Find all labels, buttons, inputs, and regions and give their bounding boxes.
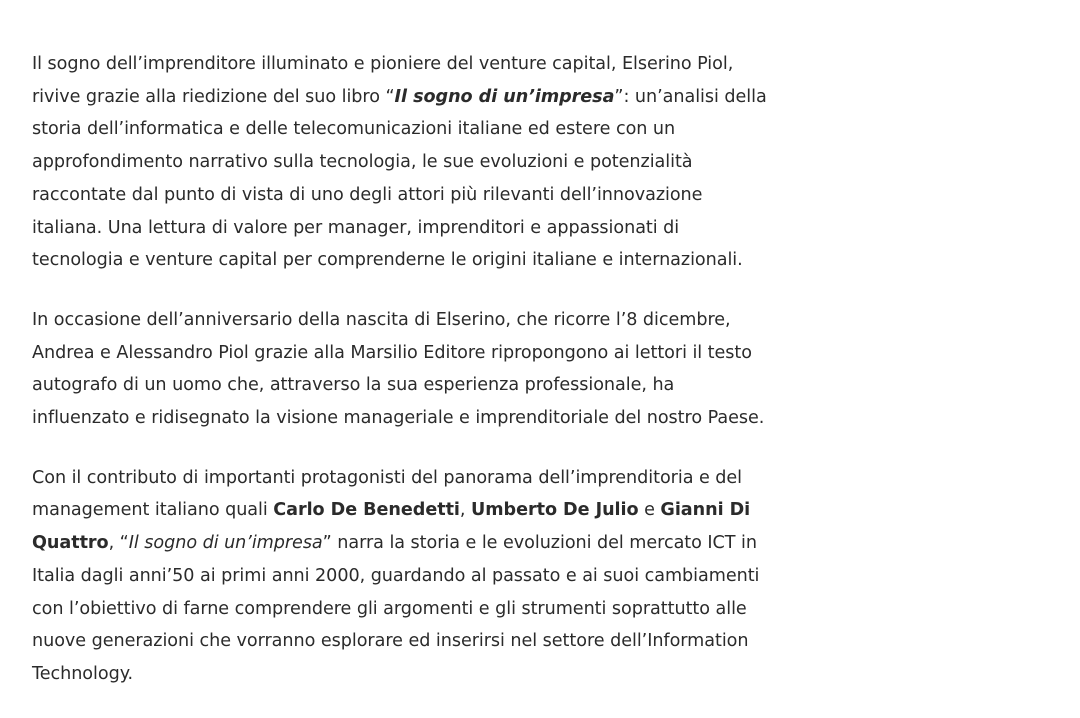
contributor-name-3: Gianni Di Quattro xyxy=(32,500,751,554)
contributor-name-1: Carlo De Benedetti xyxy=(273,500,460,521)
book-title-italic: Il sogno di un’impresa xyxy=(128,533,323,554)
book-title-text: Il sogno di un’impresa xyxy=(394,86,615,107)
separator-comma: , xyxy=(459,500,472,521)
paragraph-anniversary: In occasione dell’anniversario della nascita di Elserino, che ricorre l’8 dicembre, Andrea e Alessandro Piol grazie alla Marsilio Editore ripropongono ai lettori il testo autografo di un uomo che, attraverso la sua esperienza professionale, ha influenzato e ridisegnato la visione manageriale e imprenditoriale del nostro Paese. xyxy=(32,309,765,429)
paragraph-intro xyxy=(32,48,772,277)
contributor-name-2: Umberto De Julio xyxy=(471,500,639,521)
article-body xyxy=(32,48,772,718)
paragraph-contributors-text-end: ” narra la storia e le evoluzioni del mercato ICT in Italia dagli anni’50 ai primi anni 2000, guardando al passato e ai suoi cambiamenti con l’obiettivo di farne comprendere gli argomenti e gli strumenti soprattutto alle nuove generazioni che vorranno esplorare ed inserirsi nel settore dell’Information Technology. xyxy=(32,533,760,684)
book-title-bold-italic xyxy=(395,87,615,107)
paragraph-intro-text-start: Il sogno dell’imprenditore illuminato e pioniere del venture capital, Elserino Piol, rivive grazie alla riedizione del suo libro “ xyxy=(32,54,734,107)
paragraph-intro-text-end: ”: un’analisi della storia dell’informatica e delle telecomunicazioni italiane ed estere con un approfondimento narrativo sulla tecnologia, le sue evoluzioni e potenzialità raccontate dal punto di vista di uno degli attori più rilevanti dell’innovazione italiana. Una lettura di valore per manager, imprenditori e appassionati di tecnologia e venture capital per comprenderne le origini italiane e internazionali. xyxy=(32,86,767,271)
separator-and: e xyxy=(638,500,661,521)
paragraph-contributors-text-mid: , “ xyxy=(108,533,129,554)
paragraph-contributors xyxy=(32,462,772,691)
paragraph-contributors-text-start: Con il contributo di importanti protagonisti del panorama dell’imprenditoria e del management italiano quali xyxy=(32,467,743,521)
